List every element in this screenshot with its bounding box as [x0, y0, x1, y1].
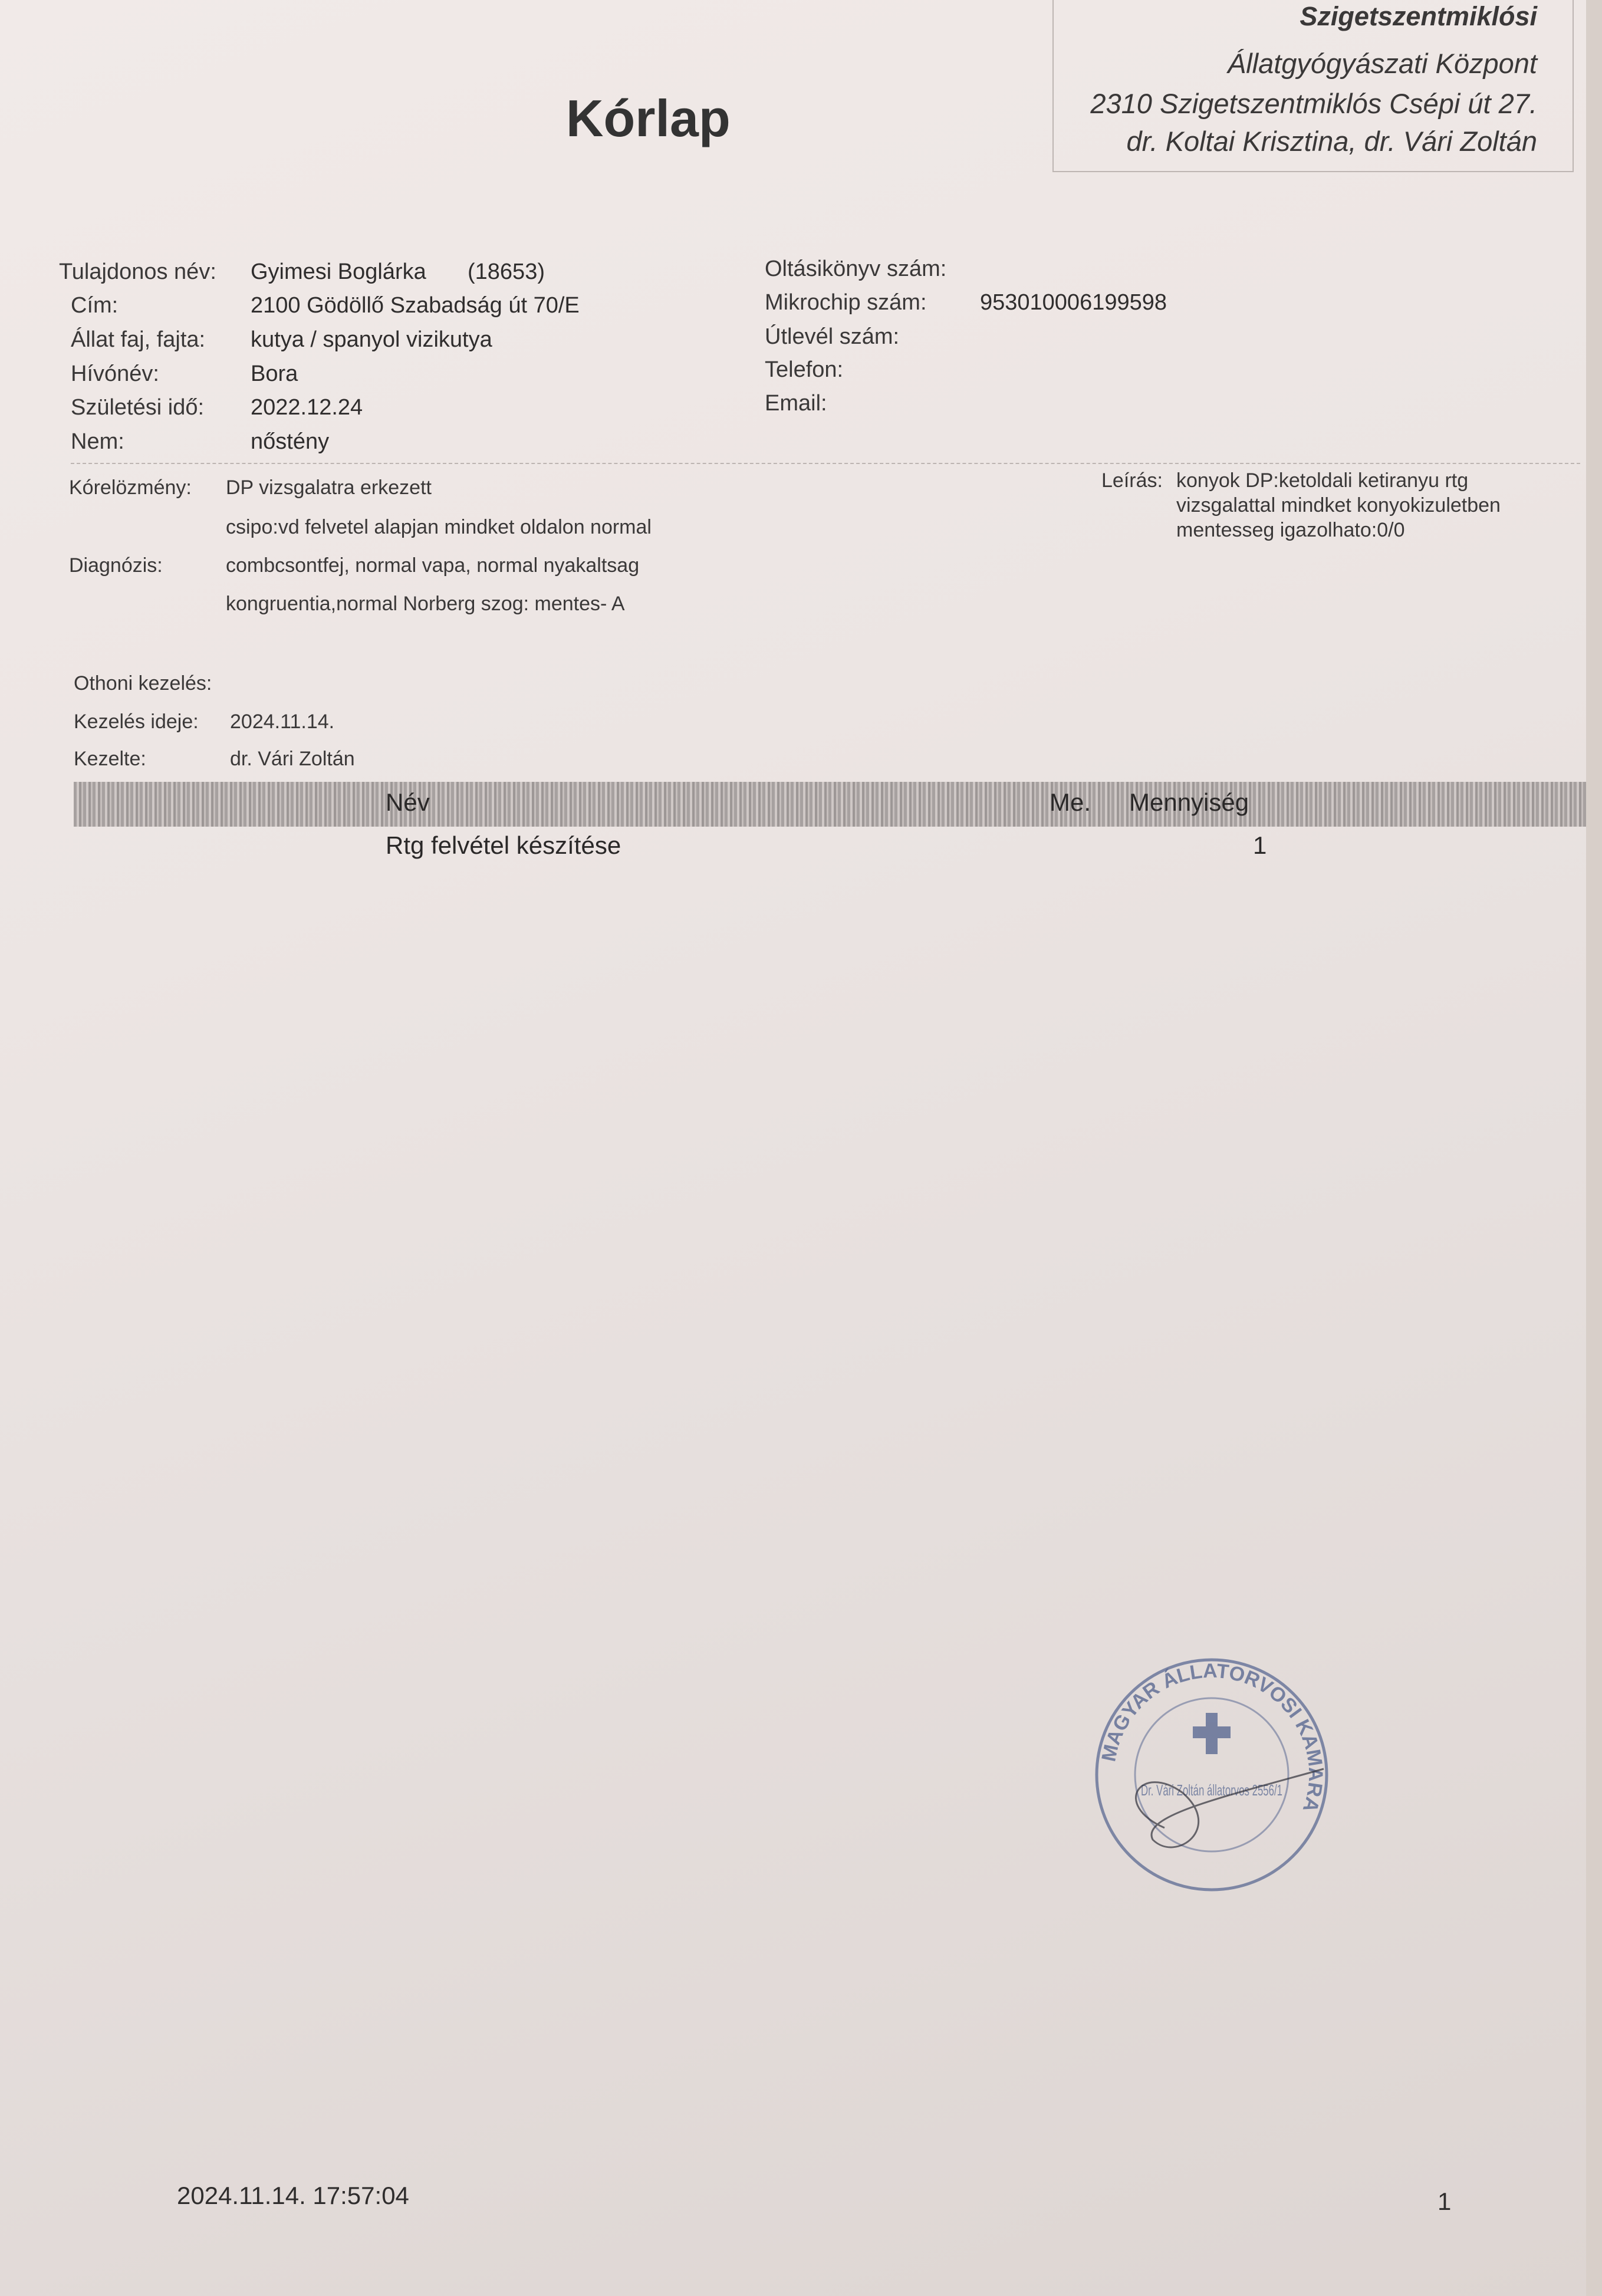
sex-value: nőstény	[251, 429, 330, 454]
clinic-doctors: dr. Koltai Krisztina, dr. Vári Zoltán	[1126, 126, 1537, 157]
vaccbook-label: Oltásikönyv szám:	[765, 256, 947, 281]
chip-label: Mikrochip szám:	[765, 290, 927, 315]
owner-name-label: Tulajdonos név:	[59, 259, 216, 284]
email-label: Email:	[765, 391, 827, 416]
column-header-name: Név	[386, 788, 430, 816]
owner-id: (18653)	[468, 259, 545, 284]
column-header-unit: Me.	[1050, 788, 1091, 816]
callname-value: Bora	[251, 361, 298, 386]
description-line-1: konyok DP:ketoldali ketiranyu rtg	[1176, 469, 1469, 492]
history-label: Kórelözmény:	[69, 476, 192, 499]
column-header-qty: Mennyiség	[1129, 788, 1249, 816]
svg-text:MAGYAR ÁLLATORVOSI KAMARA: MAGYAR ÁLLATORVOSI KAMARA	[1097, 1659, 1327, 1815]
stamp-inner-text: Dr. Vári Zoltán állatorvos 2556/1	[1141, 1781, 1282, 1799]
history-value: DP vizsgalatra erkezett	[226, 476, 432, 499]
species-label: Állat faj, fajta:	[71, 327, 206, 352]
treatment-date-value: 2024.11.14.	[230, 710, 335, 733]
table-row-qty: 1	[1253, 831, 1267, 859]
description-label: Leírás:	[1101, 469, 1163, 492]
diagnosis-line-1: csipo:vd felvetel alapjan mindket oldalon normal	[226, 516, 652, 538]
diagnosis-label: Diagnózis:	[69, 554, 163, 577]
clinic-line-1: Állatgyógyászati Központ	[1227, 48, 1537, 79]
callname-label: Hívónév:	[71, 361, 159, 386]
veterinary-chamber-stamp	[1088, 1651, 1335, 1899]
birthdate-value: 2022.12.24	[251, 395, 363, 420]
table-row-name: Rtg felvétel készítése	[386, 831, 621, 859]
description-line-2: vizsgalattal mindket konyokizuletben	[1176, 494, 1501, 517]
species-value: kutya / spanyol vizikutya	[251, 327, 492, 352]
table-header	[74, 782, 1586, 827]
treatment-date-label: Kezelés ideje:	[74, 710, 199, 733]
sex-label: Nem:	[71, 429, 124, 454]
address-value: 2100 Gödöllő Szabadság út 70/E	[251, 293, 580, 318]
page-number: 1	[1437, 2188, 1452, 2215]
diagnosis-line-2: combcsontfej, normal vapa, normal nyakaltsag	[226, 554, 640, 577]
home-treatment-label: Othoni kezelés:	[74, 672, 212, 695]
passport-label: Útlevél szám:	[765, 324, 900, 349]
print-timestamp: 2024.11.14. 17:57:04	[177, 2182, 409, 2209]
document-title: Kórlap	[566, 89, 731, 147]
address-label: Cím:	[71, 293, 119, 318]
diagnosis-line-3: kongruentia,normal Norberg szog: mentes- A	[226, 593, 625, 615]
treated-by-label: Kezelte:	[74, 748, 146, 770]
owner-name-value: Gyimesi Boglárka	[251, 259, 426, 284]
clinic-address: 2310 Szigetszentmiklós Csépi út 27.	[1090, 88, 1537, 119]
clinic-name: Szigetszentmiklósi	[1300, 1, 1537, 31]
clinic-header-box	[1052, 0, 1574, 172]
phone-label: Telefon:	[765, 357, 844, 382]
birthdate-label: Születési idő:	[71, 395, 205, 420]
treated-by-value: dr. Vári Zoltán	[230, 748, 355, 770]
section-divider	[71, 463, 1580, 464]
description-line-3: mentesseg igazolhato:0/0	[1176, 519, 1405, 541]
chip-value: 953010006199598	[980, 290, 1167, 315]
cross-icon	[1193, 1713, 1231, 1754]
